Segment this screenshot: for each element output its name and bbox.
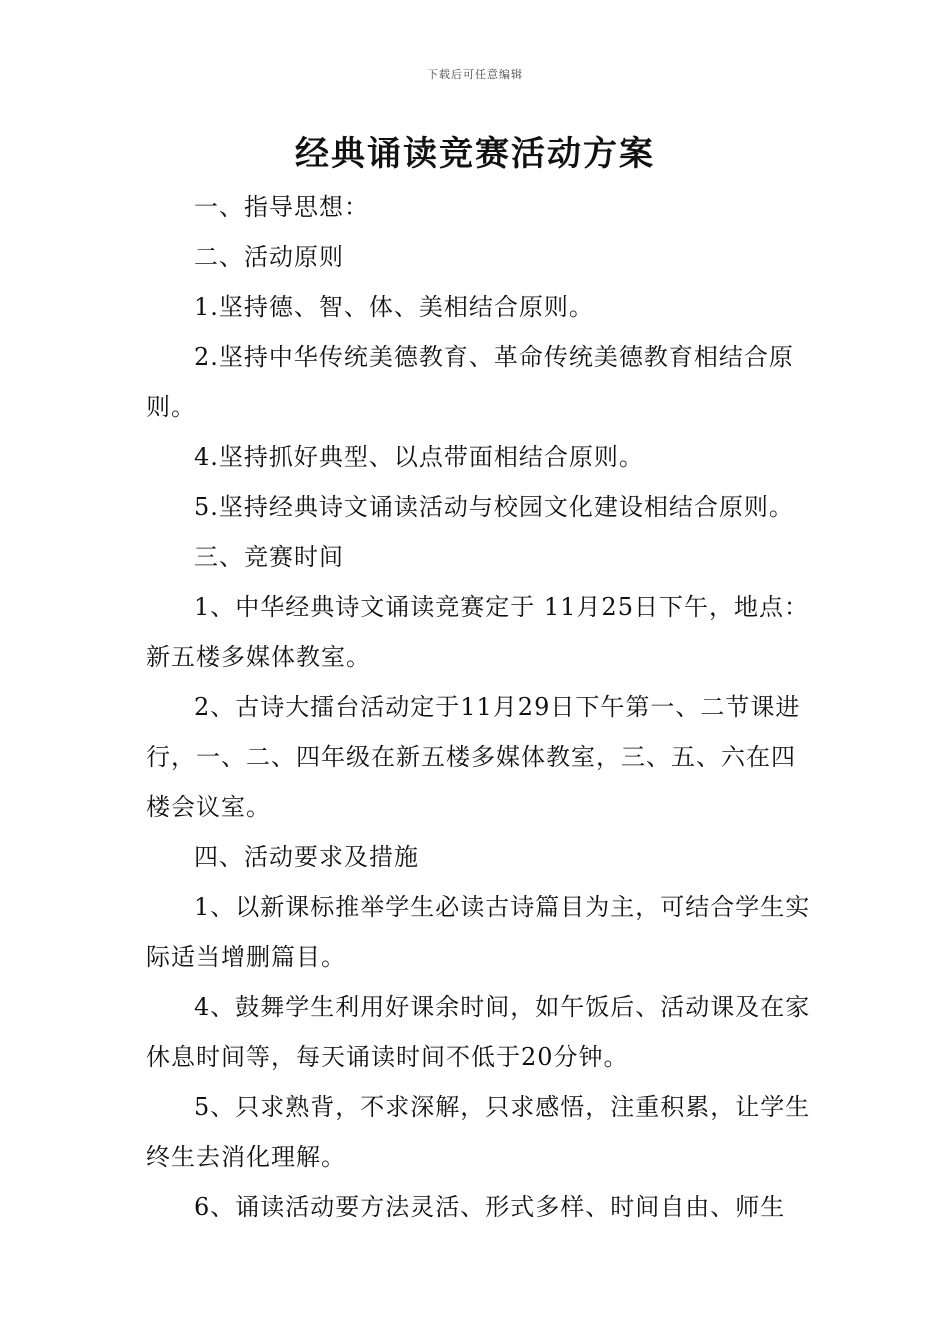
paragraph-time-heading: 三、竞赛时间 <box>194 543 344 571</box>
paragraph-principle-5: 5.坚持经典诗文诵读活动与校园文化建设相结合原则。 <box>194 493 794 521</box>
document-title: 经典诵读竞赛活动方案 <box>295 134 655 174</box>
paragraph-guiding-thought: 一、指导思想： <box>194 193 369 221</box>
header-note: 下载后可任意编辑 <box>427 68 523 81</box>
paragraph-principle-1: 1.坚持德、智、体、美相结合原则。 <box>194 293 594 321</box>
paragraph-principle-4: 4.坚持抓好典型、以点带面相结合原则。 <box>194 443 644 471</box>
document-body <box>146 182 816 1232</box>
paragraph-requirement-1: 1、以新课标推举学生必读古诗篇目为主，可结合学生实际适当增删篇目。 <box>146 893 811 971</box>
paragraph-time-1: 1、中华经典诗文诵读竞赛定于 11月25日下午，地点：新五楼多媒体教室。 <box>146 593 809 671</box>
paragraph-requirements-heading: 四、活动要求及措施 <box>194 843 419 871</box>
paragraph-principle-2: 2.坚持中华传统美德教育、革命传统美德教育相结合原则。 <box>146 343 794 421</box>
paragraph-requirement-6: 6、诵读活动要方法灵活、形式多样、时间自由、师生 <box>194 1193 786 1221</box>
paragraph-requirement-5: 5、只求熟背，不求深解，只求感悟，注重积累，让学生终生去消化理解。 <box>146 1093 811 1171</box>
paragraph-requirement-4: 4、鼓舞学生利用好课余时间，如午饭后、活动课及在家休息时间等，每天诵读时间不低于20分钟。 <box>146 993 811 1071</box>
paragraph-time-2: 2、古诗大擂台活动定于11月29日下午第一、二节课进行，一、二、四年级在新五楼多媒体教室，三、五、六在四楼会议室。 <box>146 693 801 821</box>
paragraph-principles-heading: 二、活动原则 <box>194 243 344 271</box>
